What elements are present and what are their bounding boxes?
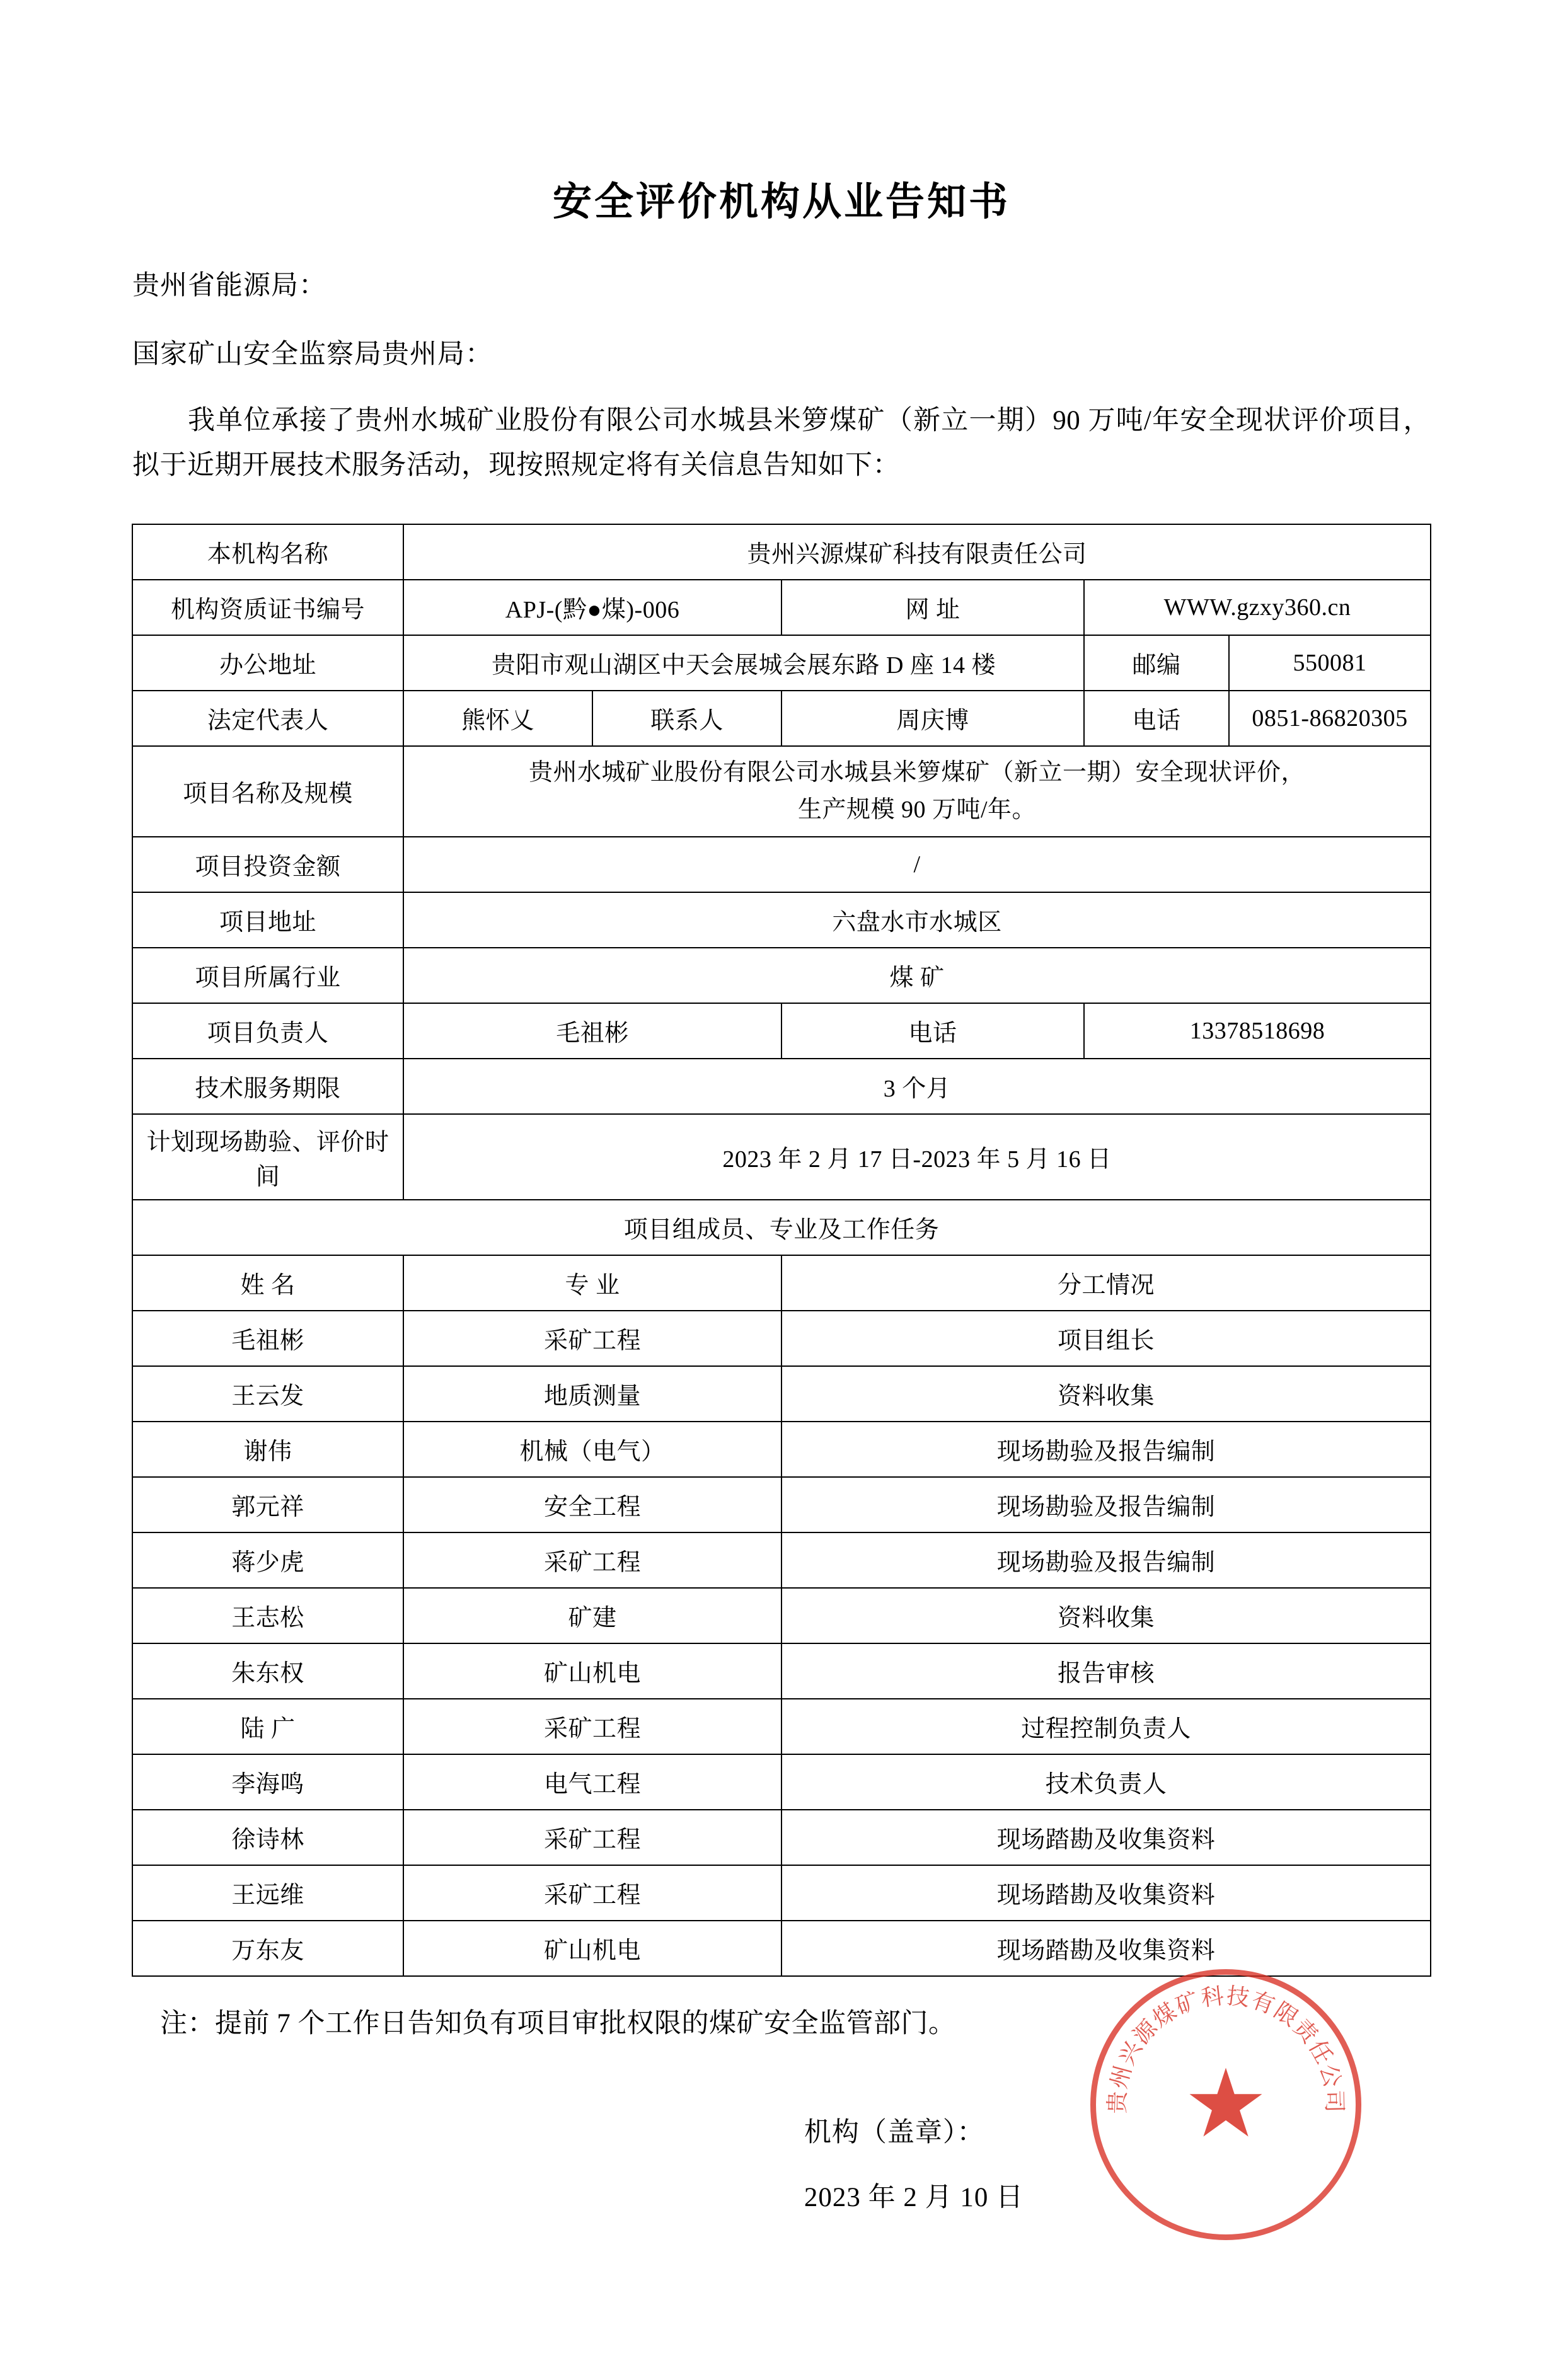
member-name: 王远维 — [132, 1865, 403, 1921]
schedule-value: 2023 年 2 月 17 日-2023 年 5 月 16 日 — [403, 1114, 1431, 1200]
member-major: 机械（电气） — [403, 1422, 782, 1477]
member-name: 陆 广 — [132, 1699, 403, 1754]
investment-label: 项目投资金额 — [132, 837, 403, 892]
member-task: 资料收集 — [782, 1366, 1431, 1422]
contact-value: 周庆博 — [782, 691, 1084, 746]
contact-label: 联系人 — [592, 691, 782, 746]
org-name-label: 本机构名称 — [132, 524, 403, 580]
document-page — [0, 170, 1563, 2380]
seal-text: 贵州兴源煤矿科技有限责任公司 — [1104, 1983, 1347, 2115]
column-header-name: 姓 名 — [132, 1255, 403, 1311]
phone-value: 0851-86820305 — [1229, 691, 1431, 746]
table-row — [132, 1114, 1431, 1200]
member-task: 项目组长 — [782, 1311, 1431, 1366]
member-task: 现场踏勘及收集资料 — [782, 1810, 1431, 1865]
member-major: 采矿工程 — [403, 1699, 782, 1754]
member-major: 矿山机电 — [403, 1921, 782, 1976]
member-task: 现场勘验及报告编制 — [782, 1532, 1431, 1588]
legal-rep-label: 法定代表人 — [132, 691, 403, 746]
project-name-line-1: 贵州水城矿业股份有限公司水城县米箩煤矿（新立一期）安全现状评价， — [528, 759, 1305, 786]
industry-value: 煤 矿 — [403, 948, 1431, 1003]
member-task: 报告审核 — [782, 1643, 1431, 1699]
table-row — [132, 1366, 1431, 1422]
member-major: 采矿工程 — [403, 1810, 782, 1865]
member-name: 蒋少虎 — [132, 1532, 403, 1588]
leader-phone-value: 13378518698 — [1084, 1003, 1431, 1059]
table-header-row — [132, 1255, 1431, 1311]
table-row — [132, 1699, 1431, 1754]
info-table — [132, 524, 1431, 1977]
leader-value: 毛祖彬 — [403, 1003, 782, 1059]
phone-label: 电话 — [1084, 691, 1229, 746]
table-row — [132, 1754, 1431, 1810]
investment-value: / — [403, 837, 1431, 892]
intro-paragraph: 我单位承接了贵州水城矿业股份有限公司水城县米箩煤矿（新立一期）90 万吨/年安全现状评价项目，拟于近期开展技术服务活动，现按照规定将有关信息告知如下： — [132, 406, 1431, 480]
member-major: 地质测量 — [403, 1366, 782, 1422]
table-row — [132, 1532, 1431, 1588]
project-address-value: 六盘水市水城区 — [403, 892, 1431, 948]
office-address-value: 贵阳市观山湖区中天会展城会展东路 D 座 14 楼 — [403, 635, 1084, 691]
member-name: 王云发 — [132, 1366, 403, 1422]
table-row — [132, 1588, 1431, 1643]
member-name: 王志松 — [132, 1588, 403, 1643]
zip-value: 550081 — [1229, 635, 1431, 691]
member-task: 现场踏勘及收集资料 — [782, 1921, 1431, 1976]
cert-no-value: APJ-(黔●煤)-006 — [403, 580, 782, 635]
table-row — [132, 1865, 1431, 1921]
signature-date-line: 2023 年 2 月 10 日 — [804, 2182, 1024, 2212]
column-header-major: 专 业 — [403, 1255, 782, 1311]
addressee-2: 国家矿山安全监察局贵州局： — [132, 340, 493, 369]
table-row — [132, 635, 1431, 691]
project-name-line-2: 生产规模 90 万吨/年。 — [797, 796, 1037, 823]
member-major: 电气工程 — [403, 1754, 782, 1810]
member-major: 安全工程 — [403, 1477, 782, 1532]
table-row — [132, 1003, 1431, 1059]
table-row — [132, 691, 1431, 746]
project-name-value — [403, 746, 1431, 837]
legal-rep-value: 熊怀乂 — [403, 691, 592, 746]
member-task: 现场勘验及报告编制 — [782, 1422, 1431, 1477]
website-label: 网 址 — [782, 580, 1084, 635]
member-task: 现场踏勘及收集资料 — [782, 1865, 1431, 1921]
addressee-1: 贵州省能源局： — [132, 271, 326, 301]
table-row — [132, 580, 1431, 635]
table-row — [132, 892, 1431, 948]
project-name-label: 项目名称及规模 — [132, 746, 403, 837]
signature-block — [0, 2084, 1563, 2214]
table-row — [132, 1059, 1431, 1114]
member-name: 朱东权 — [132, 1643, 403, 1699]
table-row — [132, 1200, 1431, 1255]
org-name-value: 贵州兴源煤矿科技有限责任公司 — [403, 524, 1431, 580]
duration-label: 技术服务期限 — [132, 1059, 403, 1114]
member-task: 过程控制负责人 — [782, 1699, 1431, 1754]
member-task: 技术负责人 — [782, 1754, 1431, 1810]
member-task: 现场勘验及报告编制 — [782, 1477, 1431, 1532]
footnote: 注：提前 7 个工作日告知负有项目审批权限的煤矿安全监管部门。 — [160, 2008, 956, 2038]
table-row — [132, 524, 1431, 580]
member-name: 郭元祥 — [132, 1477, 403, 1532]
member-major: 采矿工程 — [403, 1311, 782, 1366]
member-task: 资料收集 — [782, 1588, 1431, 1643]
table-row — [132, 1921, 1431, 1976]
column-header-task: 分工情况 — [782, 1255, 1431, 1311]
office-address-label: 办公地址 — [132, 635, 403, 691]
table-row — [132, 1311, 1431, 1366]
member-name: 毛祖彬 — [132, 1311, 403, 1366]
table-row — [132, 948, 1431, 1003]
member-name: 谢伟 — [132, 1422, 403, 1477]
cert-no-label: 机构资质证书编号 — [132, 580, 403, 635]
page-title: 安全评价机构从业告知书 — [552, 181, 1010, 224]
project-address-label: 项目地址 — [132, 892, 403, 948]
member-major: 矿建 — [403, 1588, 782, 1643]
table-row — [132, 1477, 1431, 1532]
star-icon: ★ — [1183, 2052, 1269, 2157]
industry-label: 项目所属行业 — [132, 948, 403, 1003]
schedule-label: 计划现场勘验、评价时间 — [132, 1114, 403, 1200]
member-major: 采矿工程 — [403, 1865, 782, 1921]
member-name: 万东友 — [132, 1921, 403, 1976]
signature-org-line: 机构（盖章）： — [804, 2117, 985, 2147]
table-row — [132, 746, 1431, 837]
member-major: 采矿工程 — [403, 1532, 782, 1588]
table-row — [132, 1810, 1431, 1865]
member-major: 矿山机电 — [403, 1643, 782, 1699]
member-name: 李海鸣 — [132, 1754, 403, 1810]
website-value: WWW.gzxy360.cn — [1084, 580, 1431, 635]
zip-label: 邮编 — [1084, 635, 1229, 691]
leader-label: 项目负责人 — [132, 1003, 403, 1059]
members-section-header: 项目组成员、专业及工作任务 — [132, 1200, 1431, 1255]
table-row — [132, 1422, 1431, 1477]
duration-value: 3 个月 — [403, 1059, 1431, 1114]
leader-phone-label: 电话 — [782, 1003, 1084, 1059]
table-row — [132, 1643, 1431, 1699]
member-name: 徐诗林 — [132, 1810, 403, 1865]
table-row — [132, 837, 1431, 892]
